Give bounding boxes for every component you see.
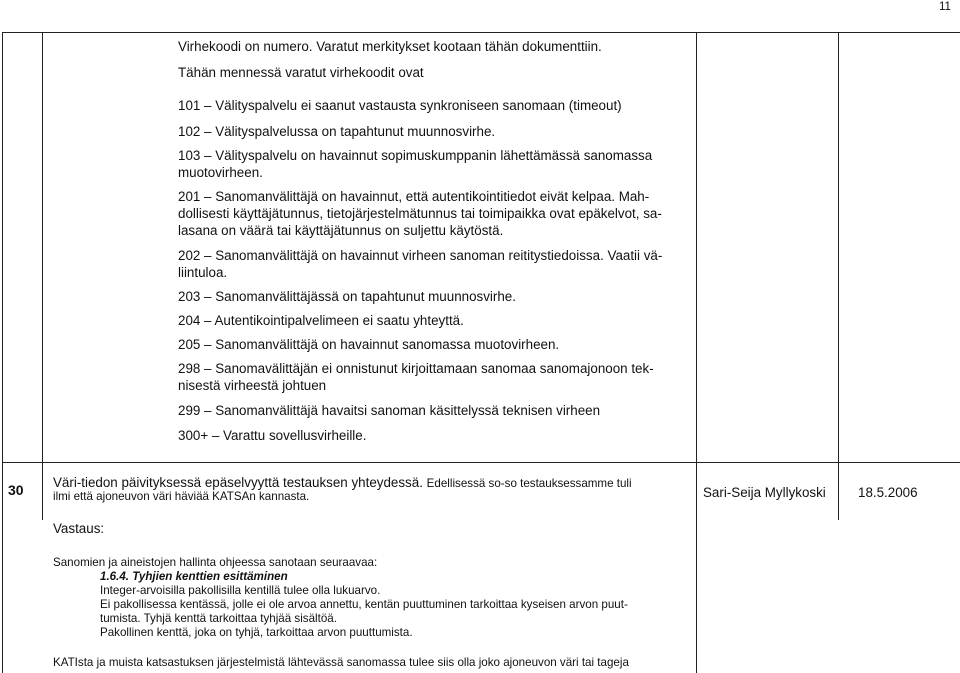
- content-column-border: [696, 32, 697, 673]
- issue-date: 18.5.2006: [858, 485, 918, 500]
- code-300: 300+ – Varattu sovellusvirheille.: [178, 428, 367, 443]
- issue-title: Väri-tiedon päivityksessä epäselvyyttä testauksen yhteydessä.: [53, 475, 423, 490]
- number-column-border: [42, 32, 43, 520]
- intro-line-2: Tähän mennessä varatut virhekoodit ovat: [178, 65, 424, 80]
- row-number: 30: [8, 482, 24, 498]
- code-101: 101 – Välityspalvelu ei saanut vastausta synkroniseen sanomaan (timeout): [178, 98, 622, 113]
- intro-line-1: Virhekoodi on numero. Varatut merkitykset kootaan tähän dokumenttiin.: [178, 39, 602, 54]
- code-298: 298 – Sanomavälittäjän ei onnistunut kirjoittamaan sanomaa sanomajonoon tek-: [178, 361, 654, 376]
- page-number: 11: [938, 0, 951, 13]
- author-column-border: [838, 32, 839, 520]
- code-202: 202 – Sanomanvälittäjä on havainnut virheen sanoman reititystiedoissa. Vaatii vä-: [178, 248, 663, 263]
- code-204: 204 – Autentikointipalvelimeen ei saatu yhteyttä.: [178, 313, 464, 328]
- answer-line-3: Integer-arvoisilla pakollisilla kentillä tulee olla lukuarvo.: [100, 584, 381, 597]
- code-103-cont: muotovirheen.: [178, 165, 263, 180]
- code-205: 205 – Sanomanvälittäjä on havainnut sanomassa muotovirheen.: [178, 337, 560, 352]
- code-299: 299 – Sanomanvälittäjä havaitsi sanoman käsittelyssä teknisen virheen: [178, 403, 601, 418]
- code-103: 103 – Välityspalvelu on havainnut sopimuskumppanin lähettämässä sanomassa: [178, 148, 653, 163]
- code-202-cont: liintuloa.: [178, 265, 228, 280]
- answer-line-6: Pakollinen kenttä, joka on tyhjä, tarkoittaa arvon puuttumista.: [100, 626, 413, 639]
- code-203: 203 – Sanomanvälittäjässä on tapahtunut muunnosvirhe.: [178, 289, 516, 304]
- answer-label: Vastaus:: [53, 521, 105, 536]
- table-left-border: [2, 32, 3, 673]
- answer-line-5: tumista. Tyhjä kenttä tarkoittaa tyhjää sisältöä.: [100, 612, 337, 625]
- table-top-border: [2, 32, 960, 33]
- row-divider: [2, 462, 960, 463]
- code-201: 201 – Sanomanvälittäjä on havainnut, että autentikointitiedot eivät kelpaa. Mah-: [178, 189, 650, 204]
- code-201-cont-2: lasana on väärä tai käyttäjätunnus on suljettu käytöstä.: [178, 223, 504, 238]
- code-298-cont: nisestä virheestä johtuen: [178, 378, 327, 393]
- answer-section-heading: 1.6.4. Tyhjien kenttien esittäminen: [100, 570, 288, 583]
- code-102: 102 – Välityspalvelussa on tapahtunut muunnosvirhe.: [178, 124, 496, 139]
- issue-title-line-2: ilmi että ajoneuvon väri häviää KATSAn kannasta.: [53, 490, 310, 503]
- answer-line-1: Sanomien ja aineistojen hallinta ohjeessa sanotaan seuraavaa:: [53, 556, 378, 569]
- code-201-cont-1: dollisesti käyttäjätunnus, tietojärjestelmätunnus tai toimipaikka ovat epäkelvot, sa-: [178, 206, 662, 221]
- answer-line-4: Ei pakollisessa kentässä, jolle ei ole arvoa annettu, kentän puuttuminen tarkoittaa kyseisen arvon puut-: [100, 598, 628, 611]
- issue-title-cont: Edellisessä so-so testauksessamme tuli: [426, 477, 632, 490]
- author-name: Sari-Seija Myllykoski: [703, 485, 826, 500]
- answer-last-line: KATIsta ja muista katsastuksen järjestelmistä lähtevässä sanomassa tulee siis olla joko ajoneuvon väri tai tageja: [53, 656, 629, 669]
